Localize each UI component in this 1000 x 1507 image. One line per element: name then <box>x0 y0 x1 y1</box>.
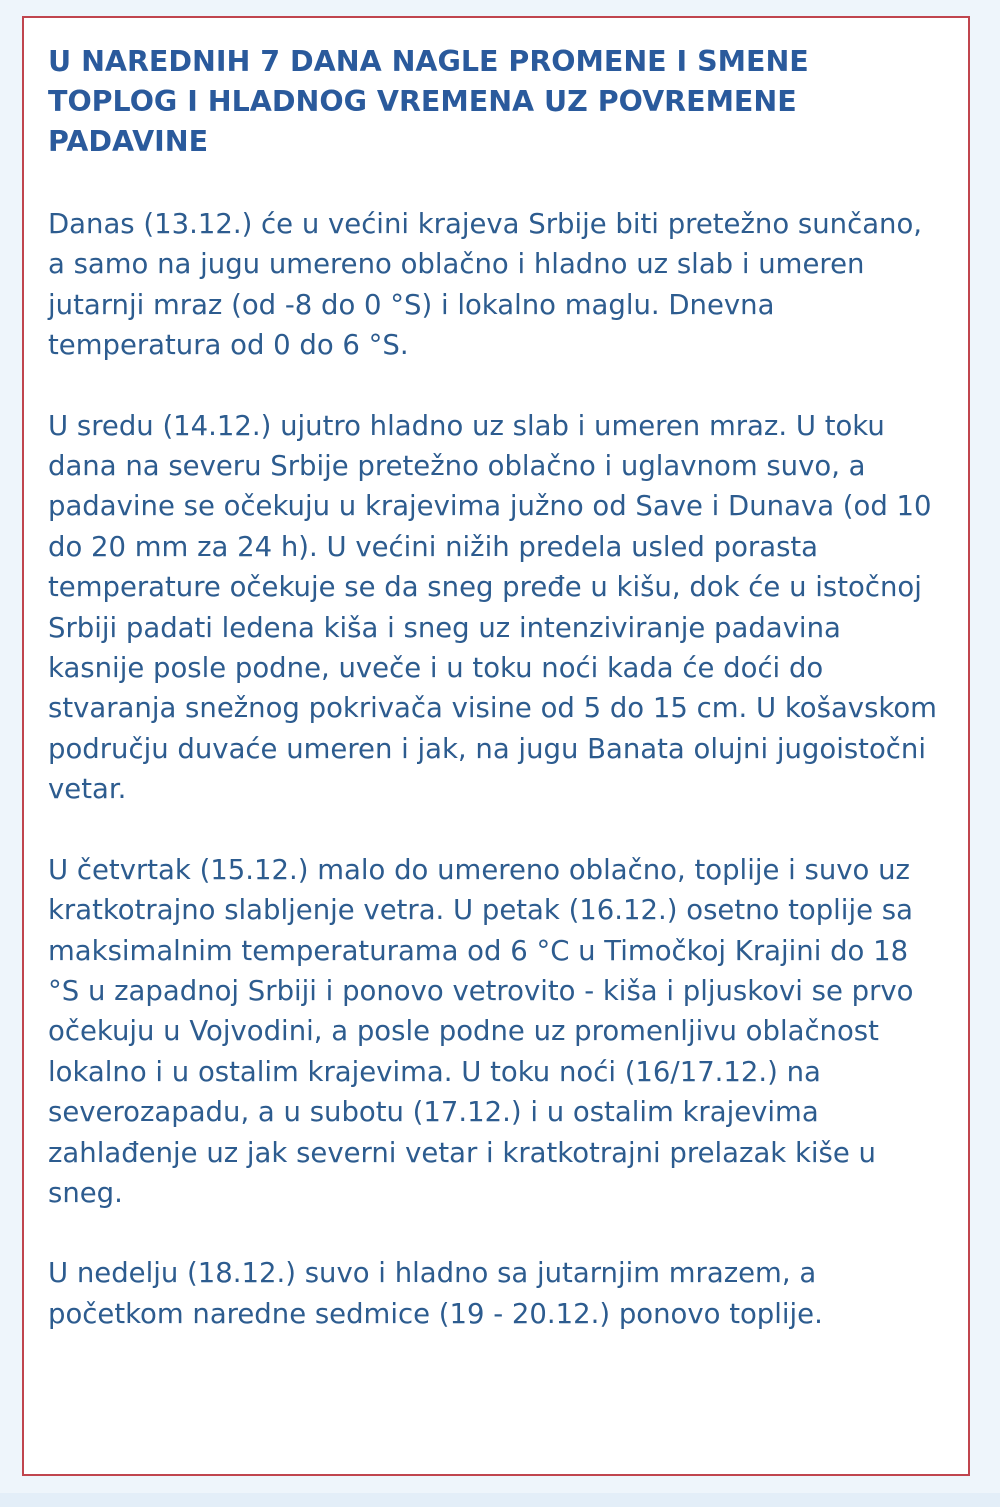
forecast-paragraph-sunday: U nedelju (18.12.) suvo i hladno sa jutarnjim mrazem, a početkom naredne sedmice (19 - 20.12.) ponovo toplije. <box>48 1257 823 1330</box>
forecast-panel <box>22 16 970 1476</box>
bottom-strip <box>0 1493 1000 1507</box>
forecast-paragraph-today: Danas (13.12.) će u većini krajeva Srbije biti pretežno sunčano, a samo na jugu umereno oblačno i hladno uz slab i umeren jutarnji mraz (od -8 do 0 °S) i lokalno maglu. Dnevna temperatura od 0 do 6 °S. <box>48 208 923 362</box>
forecast-paragraph-wednesday: U sredu (14.12.) ujutro hladno uz slab i umeren mraz. U toku dana na severu Srbije pretežno oblačno i uglavnom suvo, a padavine se očekuju u krajevima južno od Save i Dunava (od 10 do 20 mm za 24 h). U većini nižih predela usled porasta temperature očekuje se da sneg pređe u kišu, dok će u istočnoj Srbiji padati ledena kiša i sneg uz intenziviranje padavina kasnije posle podne, uveče i u toku noći kada će doći do stvaranja snežnog pokrivača visine od 5 do 15 cm. U košavskom području duvaće umeren i jak, na jugu Banata olujni jugoistočni vetar. <box>48 409 937 806</box>
forecast-paragraph-thursday-friday: U četvrtak (15.12.) malo do umereno oblačno, toplije i suvo uz kratkotrajno slabljenje vetra. U petak (16.12.) osetno toplije sa maksimalnim temperaturama od 6 °C u Timočkoj Krajini do 18 °S u zapadnoj Srbiji i ponovo vetrovito - kiša i pljuskovi se prvo očekuju u Vojvodini, a posle podne uz promenljivu oblačnost lokalno i u ostalim krajevima. U toku noći (16/17.12.) na severozapadu, a u subotu (17.12.) i u ostalim krajevima zahlađenje uz jak severni vetar i kratkotrajni prelazak kiše u sneg. <box>48 853 914 1209</box>
forecast-headline: U NAREDNIH 7 DANA NAGLE PROMENE I SMENE TOPLOG I HLADNOG VREMENA UZ POVREMENE PADAVINE <box>48 45 809 158</box>
